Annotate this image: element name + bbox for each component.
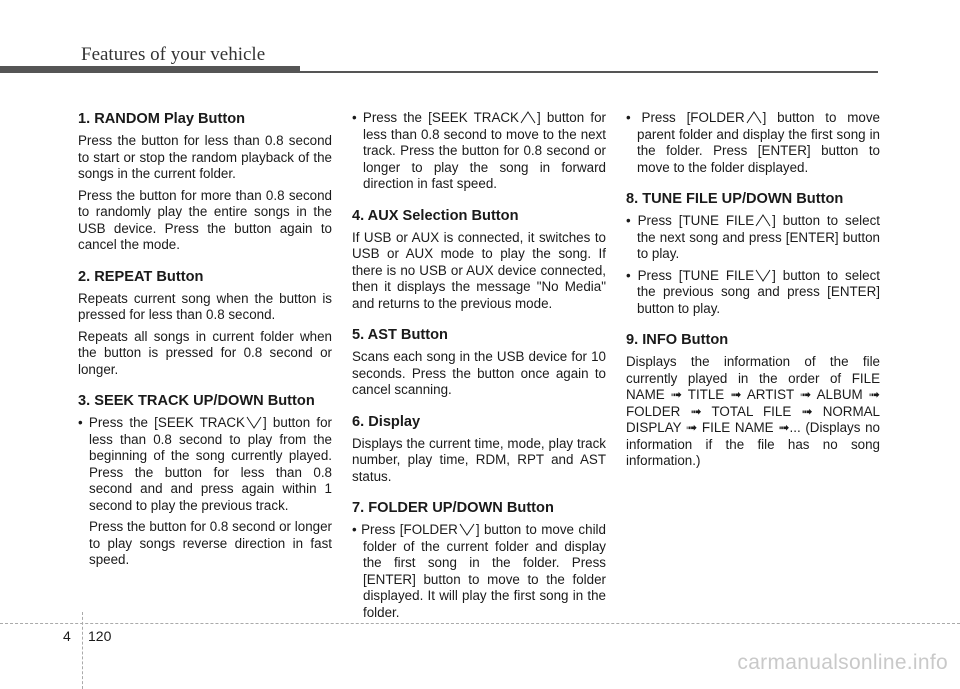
bullet-text: ] button to select the previous song and press [ENTER] button to play. (637, 267, 881, 316)
bullet-text: • Press the [SEEK TRACK (78, 415, 245, 430)
footer-rule (0, 623, 960, 624)
chevron-up-icon (519, 111, 537, 124)
section-title-folder: 7. FOLDER UP/DOWN Button (352, 500, 554, 516)
bullet-text: • Press [FOLDER (352, 522, 458, 537)
section-title-info: 9. INFO Button (626, 332, 729, 348)
bullet-item (78, 415, 332, 514)
paragraph: Displays the information of the file currently played in the order of FILE NAME ➟ TITLE ➟ ARTIST ➟ ALBUM ➟ FOLDER ➟ TOTAL FILE ➟ NORMAL DISPLAY ➟ FILE NAME ➟... (Displays no information if the file has no song information.) (626, 354, 880, 468)
section-title-random: 1. RANDOM Play Button (78, 111, 246, 127)
footer-divider (82, 612, 83, 689)
bullet-item (626, 268, 880, 318)
bullet-text: • Press [TUNE FILE (626, 267, 755, 283)
page-header-title: Features of your vehicle (81, 44, 266, 65)
column-3 (626, 110, 880, 475)
bullet-item (626, 213, 880, 263)
chevron-up-icon (754, 214, 772, 227)
page-number: 120 (88, 628, 112, 644)
bullet-item (352, 110, 606, 193)
bullet-text: ] button for less than 0.8 second to move to the next track. Press the button for 0.8 second or longer to play the song in forward direction in fast speed. (363, 110, 606, 191)
bullet-text: ] button for less than 0.8 second to play from the beginning of the song currently played. Press the button for less than 0.8 second and and press again within 1 second to play the previous track. (89, 415, 332, 513)
bullet-text: ] button to select the next song and press [ENTER] button to play. (637, 213, 881, 261)
paragraph: Repeats all songs in current folder when the button is pressed for 0.8 second or longer. (78, 328, 332, 377)
paragraph: Scans each song in the USB device for 10 seconds. Press the button once again to cancel scanning. (352, 349, 606, 397)
section-title-ast: 5. AST Button (352, 327, 448, 343)
section-title-tune-file: 8. TUNE FILE UP/DOWN Button (626, 191, 844, 207)
section-title-display: 6. Display (352, 413, 421, 430)
bullet-item (626, 110, 880, 176)
bullet-continuation: Press the button for 0.8 second or longer to play songs reverse direction in fast speed. (89, 519, 332, 567)
chapter-number: 4 (63, 628, 71, 644)
column-2 (352, 110, 606, 626)
paragraph: If USB or AUX is connected, it switches to USB or AUX mode to play the song. If there is no USB or AUX device connected, then it displays the message "No Media" and returns to the previous mode. (352, 229, 606, 311)
header-rule (300, 71, 878, 73)
column-1 (78, 110, 332, 574)
paragraph: Press the button for less than 0.8 second to start or stop the random playback of the songs in the current folder. (78, 133, 332, 181)
section-title-aux: 4. AUX Selection Button (352, 207, 519, 224)
bullet-text: • Press [FOLDER (626, 110, 745, 125)
paragraph: Displays the current time, mode, play track number, play time, RDM, RPT and AST status. (352, 435, 606, 484)
section-title-repeat: 2. REPEAT Button (78, 268, 204, 285)
chevron-down-icon (245, 416, 263, 429)
bullet-text: • Press [TUNE FILE (626, 213, 755, 228)
header-bar (0, 66, 300, 73)
paragraph: Repeats current song when the button is pressed for less than 0.8 second. (78, 290, 332, 322)
watermark: carmanualsonline.info (737, 651, 948, 674)
chevron-up-icon (745, 111, 763, 124)
paragraph: Press the button for more than 0.8 second to randomly play the entire songs in the USB device. Press the button again to cancel the mode. (78, 187, 332, 252)
bullet-text: ] button to move parent folder and display the first song in the folder. Press [ENTER] button to move to the folder displayed. (637, 110, 880, 175)
bullet-text: ] button to move child folder of the current folder and display the first song in the folder. Press [ENTER] button to move to the folder displayed. It will play the first song in the folder. (363, 522, 606, 620)
chevron-down-icon (458, 523, 476, 536)
bullet-text: • Press the [SEEK TRACK (352, 110, 519, 125)
bullet-item (352, 522, 606, 621)
section-title-seek-track: 3. SEEK TRACK UP/DOWN Button (78, 393, 315, 409)
chevron-down-icon (754, 269, 772, 282)
